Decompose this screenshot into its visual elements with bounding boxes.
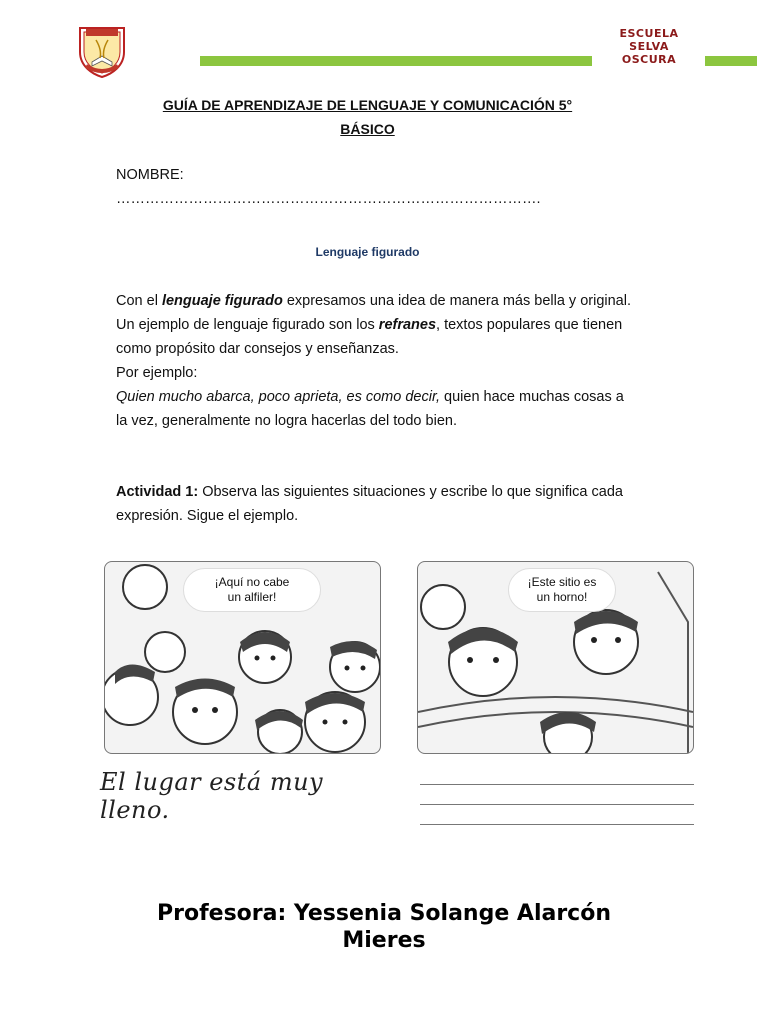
school-name-line: SELVA [629,40,669,53]
teacher-line-2: Mieres [342,928,426,953]
school-name [600,27,698,66]
document-title [110,93,625,141]
teacher-name [90,900,678,954]
refran-text: Quien mucho abarca, poco aprieta, es como decir, [116,389,441,405]
name-field [116,163,636,211]
teacher-line-1: Profesora: Yessenia Solange Alarcón [156,901,611,926]
emphasis-text: refranes [378,317,437,333]
paragraph-refranes [116,313,636,361]
comic-panel-hot-room [417,561,694,754]
header-accent-bar [200,56,592,66]
example-answer: El lugar está muy lleno. [100,768,324,824]
activity-text: Observa las siguientes situaciones y escribe lo que significa cada expresión. Sigue el ejemplo. [116,484,623,524]
school-crest-logo [74,22,130,78]
intro-paragraphs [116,289,636,433]
bubble-line: ¡Aquí no cabe [214,575,290,589]
text-run: expresamos una idea de manera más bella y original. [282,293,631,309]
name-label: NOMBRE: [116,167,184,183]
title-line-2: BÁSICO [340,121,395,137]
text-run: , textos populares que tienen como propósito dar consejos y enseñanzas. [116,317,623,357]
speech-bubble [508,568,616,612]
answer-line [420,804,694,805]
title-line-1: GUÍA DE APRENDIZAJE DE LENGUAJE Y COMUNICACIÓN 5° [162,97,573,113]
activity-instructions [116,480,636,528]
header-accent-bar-right [705,56,757,66]
text-run: quien hace muchas cosas a la vez, generalmente no logra hacerlas del todo bien. [116,389,624,429]
section-heading: Lenguaje figurado [315,245,420,259]
answer-line [420,784,694,785]
name-blank-line: ……………………………………………………………………………. [116,191,541,207]
text-run: Un ejemplo de lenguaje figurado son los [116,317,379,333]
paragraph-example [116,385,636,433]
text-run: Con el [116,293,162,309]
bubble-line: un horno! [536,590,588,604]
bubble-line: ¡Este sitio es [527,575,597,589]
bubble-line: un alfiler! [227,590,277,604]
paragraph-example-label: Por ejemplo: [116,365,198,381]
speech-bubble [183,568,321,612]
school-name-line: ESCUELA [619,27,679,40]
answer-line [420,824,694,825]
paragraph-figurative-language [116,289,636,313]
activity-label: Actividad 1: [116,484,199,500]
school-name-line: OSCURA [621,53,677,66]
emphasis-text: lenguaje figurado [161,293,283,309]
comic-panel-crowd [104,561,381,754]
